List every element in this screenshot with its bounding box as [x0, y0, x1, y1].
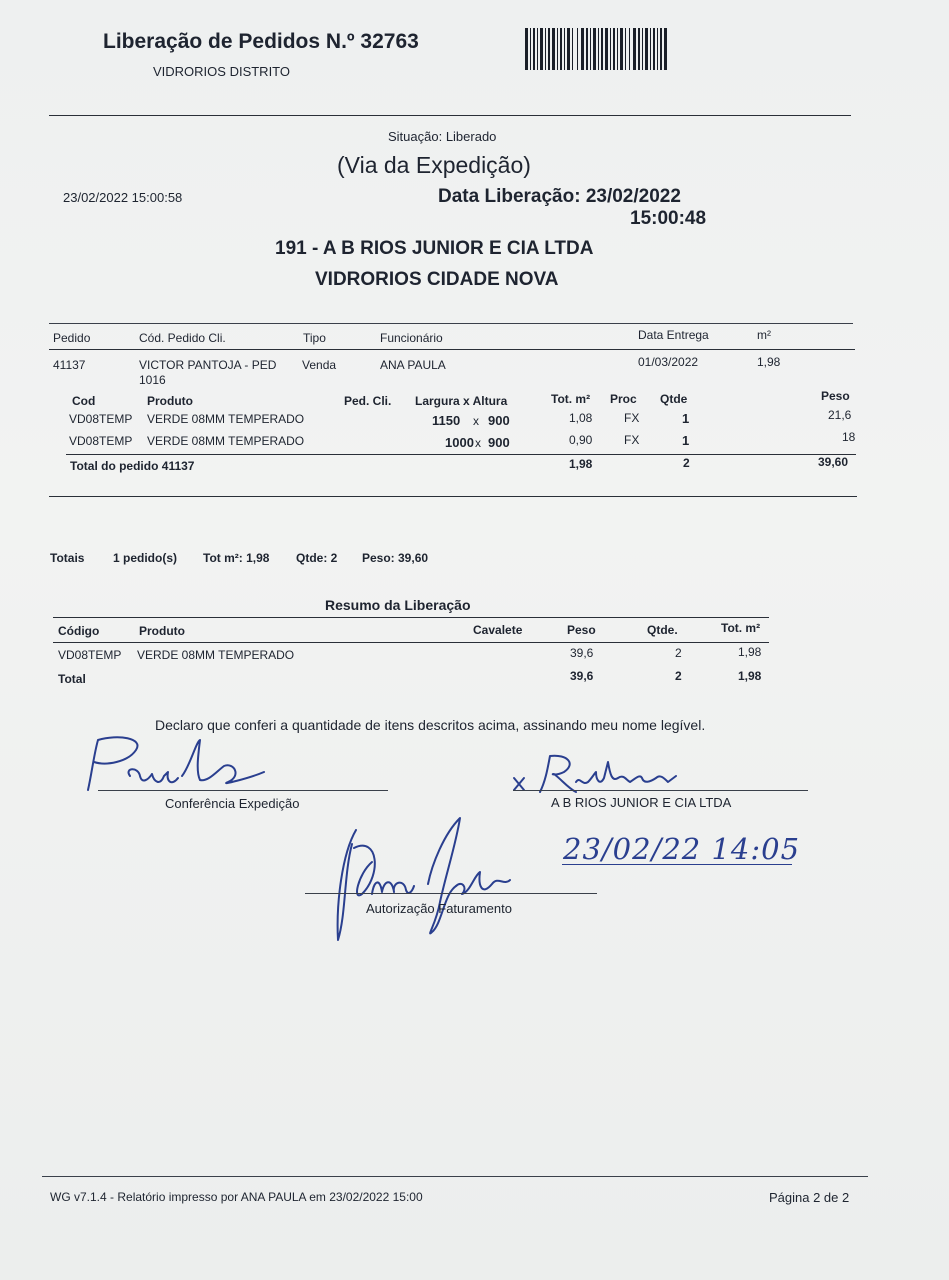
footer-rule [42, 1176, 868, 1177]
order-total-rule [66, 454, 856, 455]
via-title: (Via da Expedição) [337, 152, 531, 178]
item-header-produto: Produto [147, 394, 193, 408]
handwritten-date-underline [562, 864, 792, 865]
item-header-largura-altura: Largura x Altura [415, 394, 508, 408]
summary-header-qtde: Qtde. [647, 623, 678, 637]
header-divider [49, 115, 851, 116]
order-funcionario: ANA PAULA [380, 358, 446, 372]
summary-peso: 39,6 [570, 646, 594, 660]
summary-title: Resumo da Liberação [325, 597, 471, 613]
order-cod-cli-line2: 1016 [139, 373, 166, 387]
item-x: x [473, 414, 479, 428]
order-total-qtde: 2 [683, 456, 690, 470]
client-signature-label: A B RIOS JUNIOR E CIA LTDA [551, 795, 732, 810]
totals-qtde: Qtde: 2 [296, 551, 338, 565]
summary-header-tot-m2: Tot. m² [721, 621, 761, 635]
item-largura: 1000 [445, 435, 474, 450]
summary-total-m2: 1,98 [738, 669, 762, 683]
col-header-tipo: Tipo [303, 331, 326, 345]
summary-total-peso: 39,6 [570, 669, 594, 683]
item-header-peso: Peso [821, 389, 850, 403]
autorizacao-label: Autorização Faturamento [366, 901, 512, 916]
summary-header-codigo: Código [58, 624, 100, 638]
item-proc: FX [624, 411, 640, 425]
item-proc: FX [624, 433, 640, 447]
client-name: 191 - A B RIOS JUNIOR E CIA LTDA [275, 238, 594, 259]
print-datetime: 23/02/2022 15:00:58 [63, 190, 183, 205]
signature-line-conferencia [98, 790, 388, 791]
summary-produto: VERDE 08MM TEMPERADO [137, 648, 295, 662]
item-header-proc: Proc [610, 392, 637, 406]
col-header-data-entrega: Data Entrega [638, 328, 709, 342]
col-header-cod-cli: Cód. Pedido Cli. [139, 331, 226, 345]
order-number: 41137 [53, 358, 86, 372]
order-cod-cli-line1: VICTOR PANTOJA - PED [139, 358, 277, 372]
order-total-label: Total do pedido 41137 [70, 459, 195, 473]
item-produto: VERDE 08MM TEMPERADO [147, 434, 305, 448]
order-table-bottom-rule [49, 496, 857, 497]
order-tipo: Venda [302, 358, 337, 372]
totals-m2: Tot m²: 1,98 [203, 551, 270, 565]
release-date: Data Liberação: 23/02/2022 [438, 186, 681, 207]
release-time: 15:00:48 [630, 208, 707, 229]
item-altura: 900 [488, 413, 510, 428]
order-header-rule [49, 349, 855, 350]
handwritten-date: 23/02/22 14:05 [563, 832, 801, 866]
item-qtde: 1 [682, 411, 690, 426]
order-total-peso: 39,60 [818, 455, 849, 469]
item-largura: 1150 [432, 413, 461, 428]
order-m2: 1,98 [757, 355, 781, 369]
client-store: VIDRORIOS CIDADE NOVA [315, 269, 559, 290]
footer-printed-by: WG v7.1.4 - Relatório impresso por ANA PAULA em 23/02/2022 15:00 [50, 1190, 423, 1204]
item-cod: VD08TEMP [69, 412, 133, 426]
item-tot-m2: 1,08 [569, 411, 593, 425]
document-title: Liberação de Pedidos N.º 32763 [103, 30, 419, 53]
item-header-qtde: Qtde [660, 392, 688, 406]
summary-header-rule [53, 642, 769, 643]
summary-header-cavalete: Cavalete [473, 623, 523, 637]
totals-label: Totais [50, 551, 85, 565]
summary-total-qtde: 2 [675, 669, 682, 683]
item-header-tot-m2: Tot. m² [551, 392, 591, 406]
summary-total-label: Total [58, 672, 86, 686]
order-table-top-rule [49, 323, 853, 324]
col-header-funcionario: Funcionário [380, 331, 443, 345]
item-produto: VERDE 08MM TEMPERADO [147, 412, 305, 426]
summary-top-rule [53, 617, 769, 618]
col-header-m2: m² [757, 328, 771, 342]
footer-page-number: Página 2 de 2 [769, 1190, 850, 1205]
summary-tot-m2: 1,98 [738, 645, 762, 659]
order-data-entrega: 01/03/2022 [638, 355, 699, 369]
item-tot-m2: 0,90 [569, 433, 593, 447]
company-name: VIDRORIOS DISTRITO [153, 64, 290, 79]
summary-qtde: 2 [675, 646, 682, 660]
item-altura: 900 [488, 435, 510, 450]
item-qtde: 1 [682, 433, 690, 448]
summary-header-peso: Peso [567, 623, 596, 637]
signature-line-client [513, 790, 808, 791]
declaration-text: Declaro que conferi a quantidade de itens descritos acima, assinando meu nome legível. [155, 717, 706, 733]
summary-header-produto: Produto [139, 624, 185, 638]
item-peso: 18 [842, 430, 856, 444]
summary-codigo: VD08TEMP [58, 648, 122, 662]
order-total-m2: 1,98 [569, 457, 593, 471]
conferencia-label: Conferência Expedição [165, 796, 300, 811]
item-header-cod: Cod [72, 394, 96, 408]
totals-pedidos: 1 pedido(s) [113, 551, 178, 565]
signature-autorizacao [332, 814, 522, 946]
col-header-pedido: Pedido [53, 331, 91, 345]
signature-line-autorizacao [305, 893, 597, 894]
item-header-ped-cli: Ped. Cli. [344, 394, 392, 408]
item-peso: 21,6 [828, 408, 852, 422]
item-cod: VD08TEMP [69, 434, 133, 448]
barcode [525, 28, 667, 70]
item-x: x [475, 436, 481, 450]
status-text: Situação: Liberado [388, 129, 497, 144]
totals-peso: Peso: 39,60 [362, 551, 429, 565]
